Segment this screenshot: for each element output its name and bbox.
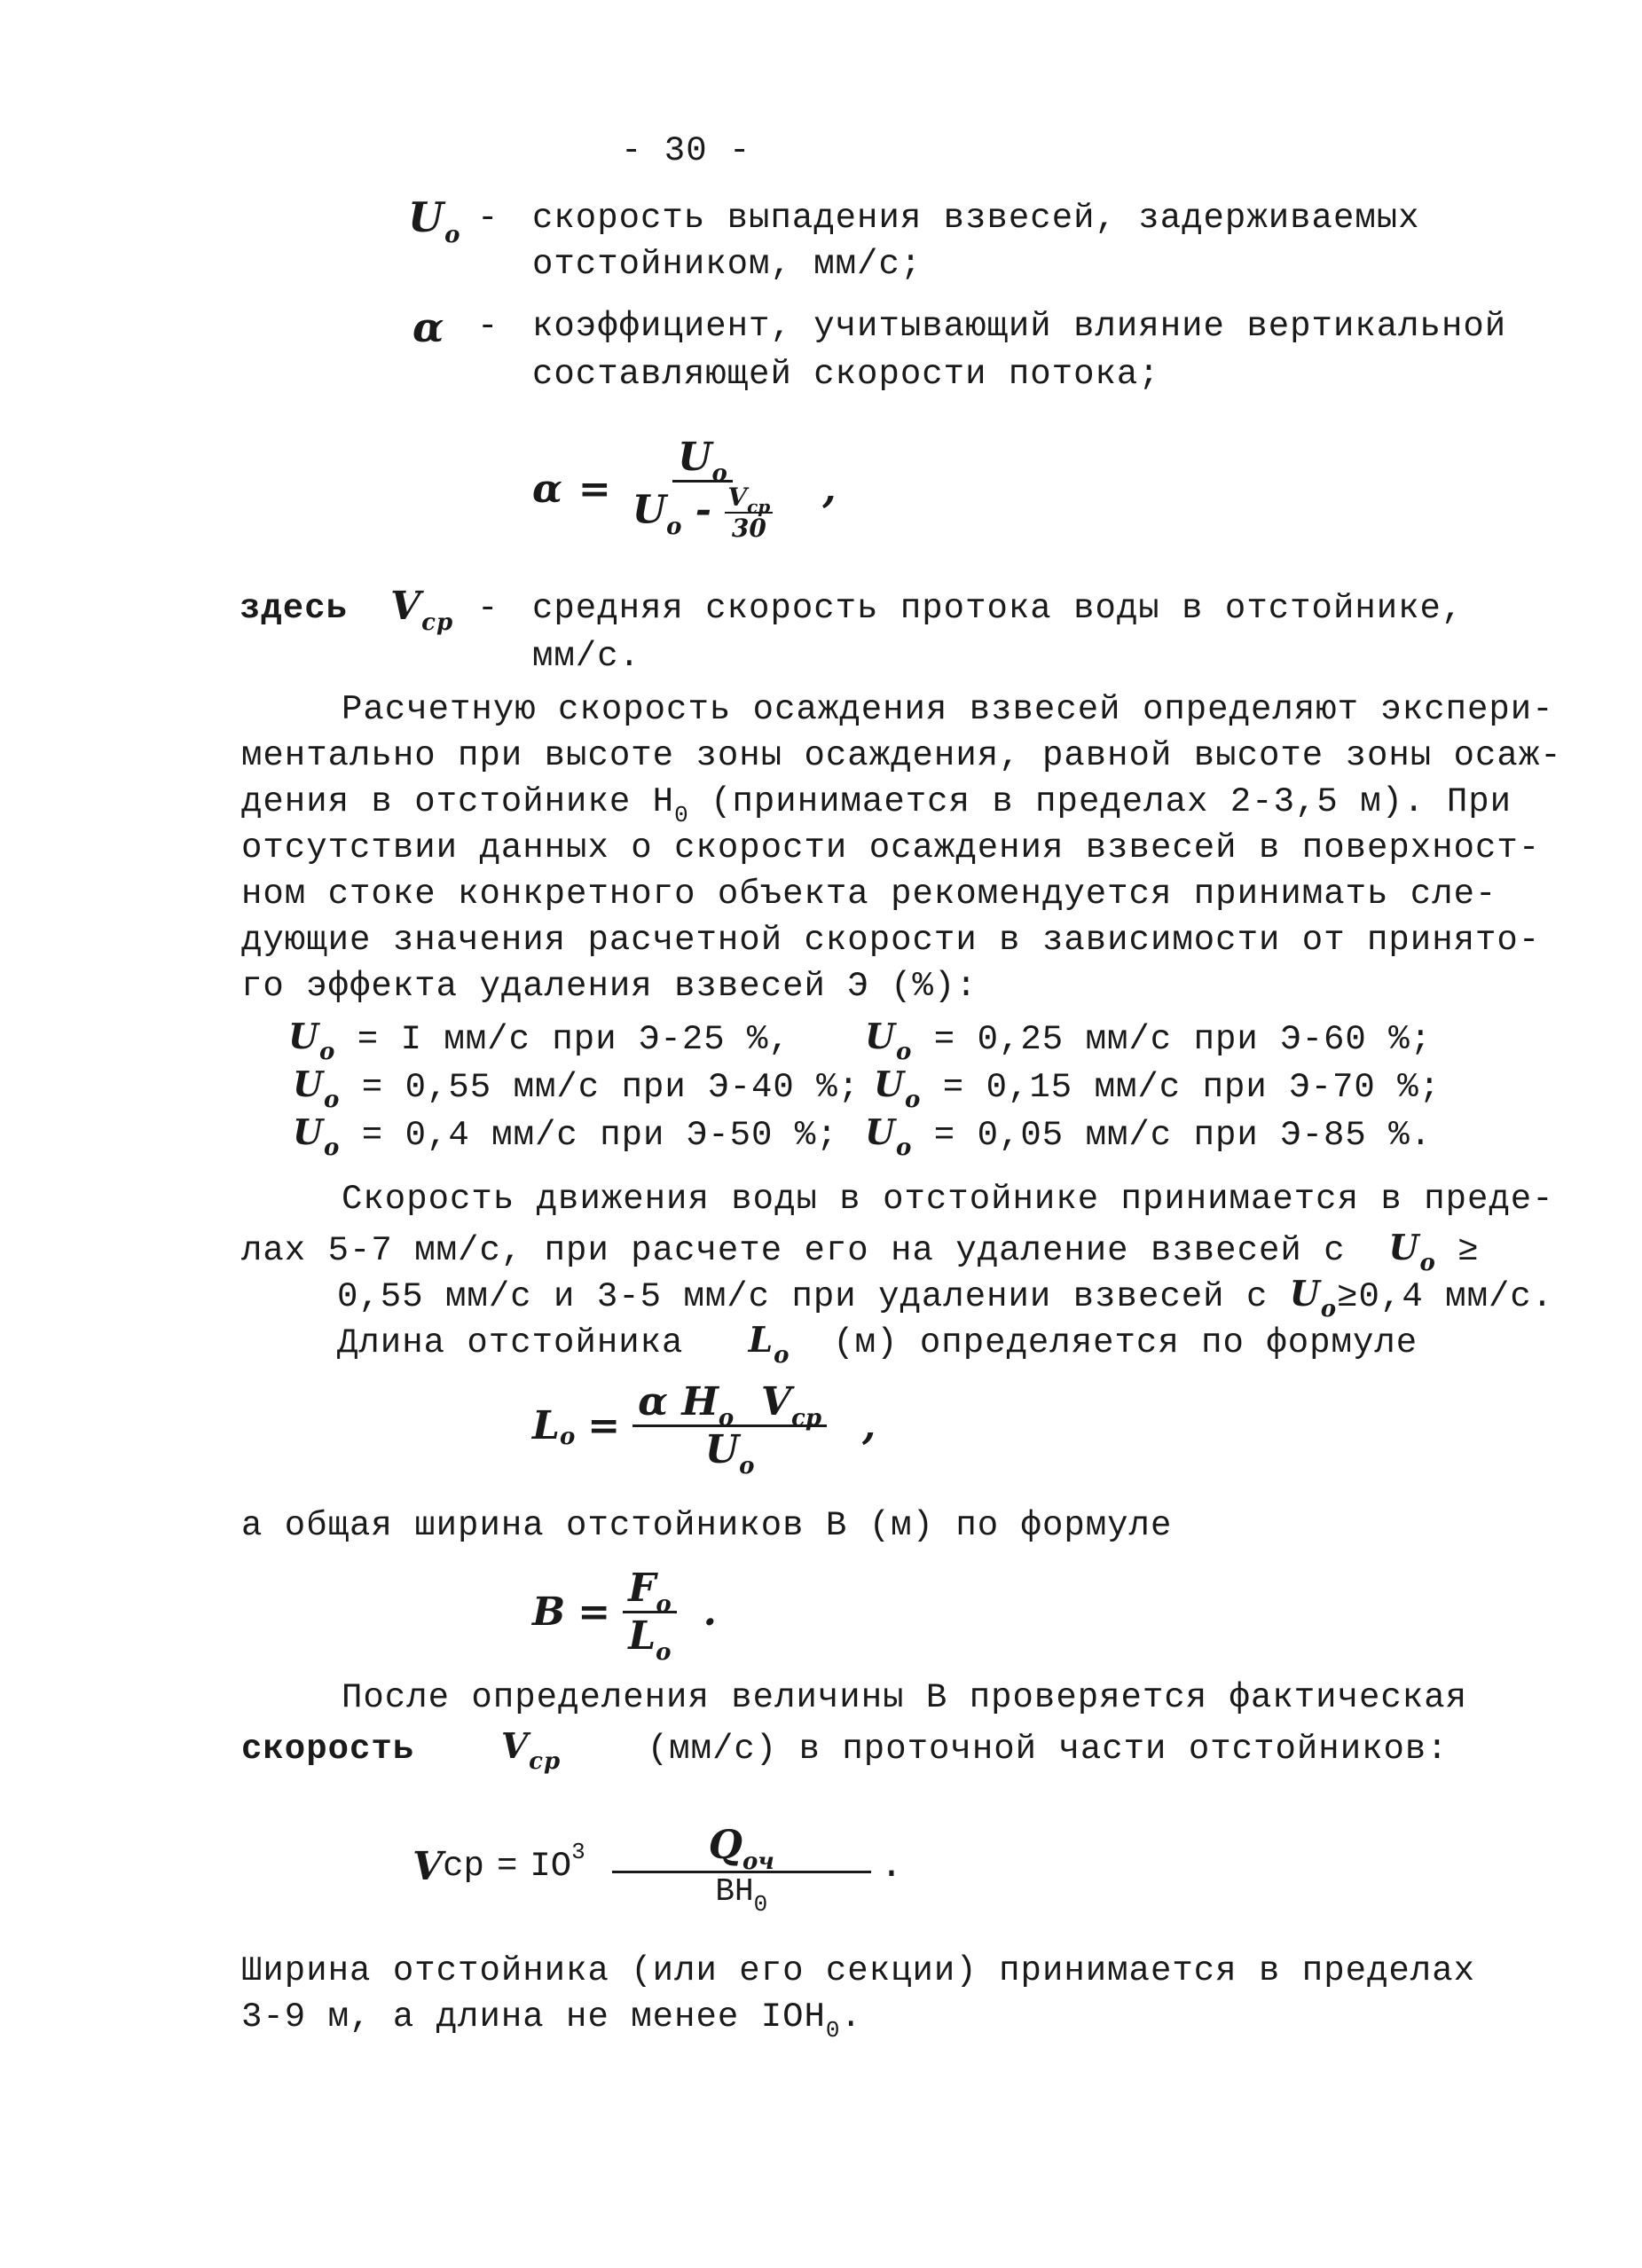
here-line1: средняя скорость протока воды в отстойнике, [532, 589, 1464, 628]
p2-line3: 0,55 мм/с и 3-5 мм/с при удалении взвесей с $U_o\ge 0,4$ мм/с. [337, 1274, 1554, 1322]
formula-alpha-lhs: α [532, 466, 562, 512]
def-u0-line2: отстойником, мм/с; [532, 245, 923, 284]
p1-line5: ном стоке конкретного объекта рекомендуется принимать сле- [241, 875, 1497, 914]
value-right-3: $U_o = 0,05$ мм/с при Э-85 %. [865, 1112, 1433, 1161]
value-left-2: $U_o = 0,55$ мм/с при Э-40 %; [293, 1064, 860, 1113]
p1-line4: отсутствии данных о скорости осаждения взвесей в поверхност- [241, 828, 1541, 867]
p2-line2: лах 5-7 мм/с, при расчете его на удаление взвесей с $U_o$ ≥ [241, 1228, 1480, 1276]
here-word: здесь [240, 589, 349, 628]
def-alpha-symbol: α [412, 303, 445, 351]
p1-line1: Расчетную скорость осаждения взвесей определяют экспери- [342, 690, 1554, 729]
p4-line2: 3-9 м, а длина не менее $IOH_0$. [241, 1997, 862, 2044]
value-right-1: $U_o = 0,25$ мм/с при Э-60 %; [865, 1016, 1433, 1065]
p1-line7: го эффекта удаления взвесей Э (%): [241, 967, 978, 1006]
p3-line2: скорость $V_{cp}$ (мм/с) в проточной части отстойников: [241, 1726, 1449, 1775]
formula-length-fraction: $\frac{\alpha H_o V_{cp}}{U_o}$ [632, 1379, 827, 1472]
def-u0-symbol: $U_o$ [408, 193, 461, 248]
value-left-1: $U_o = I$ мм/с при Э-25 %, [288, 1016, 790, 1065]
formula-width-fraction: $\frac{F_o}{L_o}$ [623, 1566, 677, 1659]
p3-line1: После определения величины В проверяется фактическая [342, 1678, 1467, 1717]
here-dash: - [477, 589, 499, 628]
width-intro: а общая ширина отстойников В (м) по формуле [241, 1506, 1173, 1545]
formula-length: L o = $\frac{\alpha H_o V_{cp}}{U_o}$ , [532, 1379, 876, 1479]
p1-line2: ментально при высоте зоны осаждения, равной высоте зоны осаж- [241, 736, 1562, 775]
here-line2: мм/с. [532, 637, 641, 676]
formula-alpha-eq: = [577, 466, 611, 512]
def-alpha-dash: - [477, 307, 499, 346]
p1-line3: дения в отстойнике $Н_0$ (принимается в пределах 2-3,5 м). При [241, 782, 1512, 828]
p2-line1: Скорость движения воды в отстойнике принимается в преде- [342, 1180, 1554, 1219]
def-alpha-line1: коэффициент, учитывающий влияние вертикальной [532, 307, 1507, 346]
here-symbol: $V_{cp}$ [390, 584, 454, 636]
formula-velocity-fraction: $\frac{Q_{оч}}{ВН_0}$ [612, 1823, 871, 1910]
def-u0-line1: скорость выпадения взвесей, задерживаемых [532, 199, 1420, 238]
formula-velocity: V ср = IO 3 $\frac{Q_{оч}}{ВН_0}$ . [412, 1823, 904, 1918]
formula-alpha [532, 435, 837, 543]
p4-line1: Ширина отстойника (или его секции) принимается в пределах [241, 1951, 1476, 1990]
def-alpha-line2: составляющей скорости потока; [532, 355, 1160, 394]
value-left-3: $U_o = 0,4$ мм/с при Э-50 %; [293, 1112, 838, 1161]
formula-alpha-fraction: $U_o$ $U_o$ - $V_{cp}$ 30 [627, 435, 779, 543]
value-right-2: $U_o = 0,15$ мм/с при Э-70 %; [874, 1064, 1442, 1113]
p2-line4: Длина отстойника $L_o$ (м) определяется по формуле [337, 1320, 1418, 1369]
def-u0-dash: - [477, 199, 499, 238]
formula-alpha-comma: , [822, 466, 837, 512]
p1-line6: дующие значения расчетной скорости в зависимости от принято- [241, 921, 1541, 960]
formula-width: B = $\frac{F_o}{L_o}$ . [532, 1566, 717, 1666]
page-number: - 30 - [621, 131, 751, 170]
